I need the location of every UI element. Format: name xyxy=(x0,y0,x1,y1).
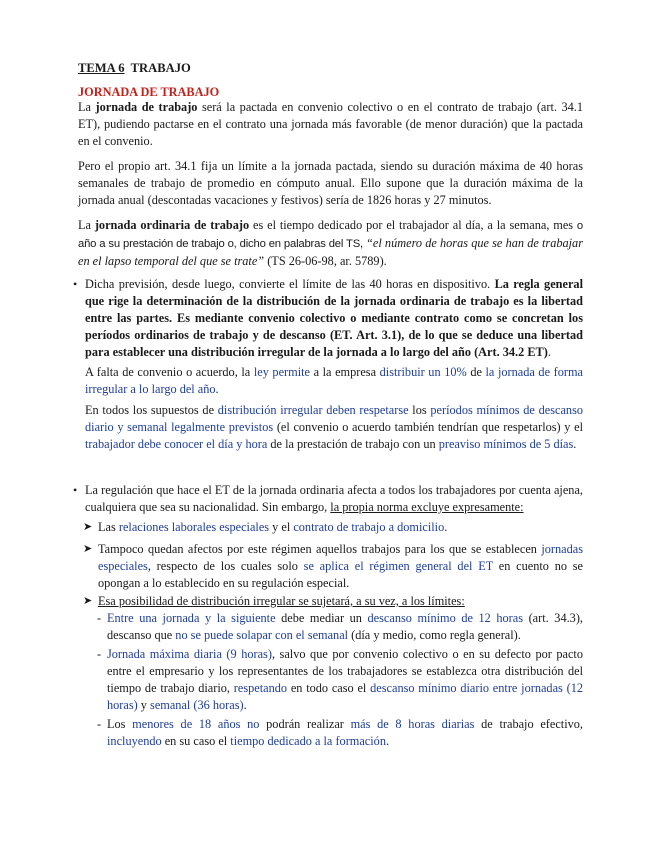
limite-descanso-entre-jornadas: Entre una jornada y la siguiente debe mediar un descanso mínimo de 12 horas (art. 34.3), descanso que no se puede solapar con el semanal (día y medio, como regla general). xyxy=(107,611,583,642)
limite-jornada-maxima: Jornada máxima diaria (9 horas), salvo que por convenio colectivo o en su defecto por pacto entre el empresario y los representantes de los trabajadores se establezca otra distribución del tiempo de trabajo diario, respetando en todo caso el descanso mínimo diario entre jornadas (12 horas) y semanal (36 horas). xyxy=(107,647,584,712)
paragraph-jornada-ordinaria: La jornada ordinaria de trabajo es el tiempo dedicado por el trabajador al día, a la semana, mes o año a su prestación de trabajo o, dicho en palabras del TS, “el número de horas que se han de trabajar en el lapso temporal del que se trate” (TS 26-06-98, ar. 5789). xyxy=(78,218,584,268)
paragraph-distribucion-irregular: En todos los supuestos de distribución irregular deben respetarse los períodos mínimos de descanso diario y semanal legalmente previstos (el convenio o acuerdo también tendrían que respetarlos) y el trabajador debe conocer el día y hora de la prestación de trabajo con un preaviso mínimos de 5 días. xyxy=(85,403,584,451)
bullet-dot: • xyxy=(73,483,78,497)
limites-heading: Esa posibilidad de distribución irregular se sujetará, a su vez, a los límites: xyxy=(98,594,465,608)
section-title: JORNADA DE TRABAJO xyxy=(78,85,220,99)
paragraph-jornada: La jornada de trabajo será la pactada en convenio colectivo o en el contrato de trabajo (art. 34.1 ET), pudiendo pactarse en el contrato una jornada más favorable (de menor duración) que la pactada en el convenio. xyxy=(78,100,584,148)
paragraph-limite: Pero el propio art. 34.1 fija un límite a la jornada pactada, siendo su duración máxima de 40 horas semanales de trabajo de promedio en cómputo anual. Ello supone que la duración máxima de la jornada anual (descontadas vacaciones y festivos) sería de 1826 horas y 27 minutos. xyxy=(78,159,583,207)
dash-bullet: - xyxy=(97,717,102,731)
bullet-regla-general: Dicha previsión, desde luego, convierte el límite de las 40 horas en dispositivo. La regla general que rige la determinación de la distribución de la jornada ordinaria de trabajo es la libertad entre las partes. Es mediante convenio colectivo o mediante contrato como se concretan los períodos ordinarios de trabajo y de descanso (ET. Art. 3.1), de lo que se deduce una libertad para establecer una distribución irregular de la jornada a lo largo del año (Art. 34.2 ET). xyxy=(85,277,583,359)
exclusion-jornadas-especiales: Tampoco quedan afectos por este régimen aquellos trabajos para los que se establecen jornadas especiales, respecto de los cuales solo se aplica el régimen general del ET en cuento no se opongan a lo establecido en su regulación especial. xyxy=(98,542,583,590)
arrow-bullet-icon: ➤ xyxy=(83,543,93,555)
bullet-regulacion: La regulación que hace el ET de la jornada ordinaria afecta a todos los trabajadores por cuenta ajena, cualquiera que sea su nacionalidad. Sin embargo, la propia norma excluye expresamente: xyxy=(85,483,583,514)
dash-bullet: - xyxy=(97,611,102,625)
arrow-bullet-icon: ➤ xyxy=(83,595,93,607)
dash-bullet: - xyxy=(97,647,102,661)
limite-menores: Los menores de 18 años no podrán realizar más de 8 horas diarias de trabajo efectivo, incluyendo en su caso el tiempo dedicado a la formación. xyxy=(107,717,583,748)
paragraph-falta-convenio: A falta de convenio o acuerdo, la ley permite a la empresa distribuir un 10% de la jornada de forma irregular a lo largo del año. xyxy=(85,365,583,396)
arrow-bullet-icon: ➤ xyxy=(83,521,93,533)
page-heading: TEMA 6 TRABAJO xyxy=(78,61,191,75)
exclusion-relaciones-especiales: Las relaciones laborales especiales y el contrato de trabajo a domicilio. xyxy=(98,520,448,534)
bullet-dot: • xyxy=(73,277,78,291)
